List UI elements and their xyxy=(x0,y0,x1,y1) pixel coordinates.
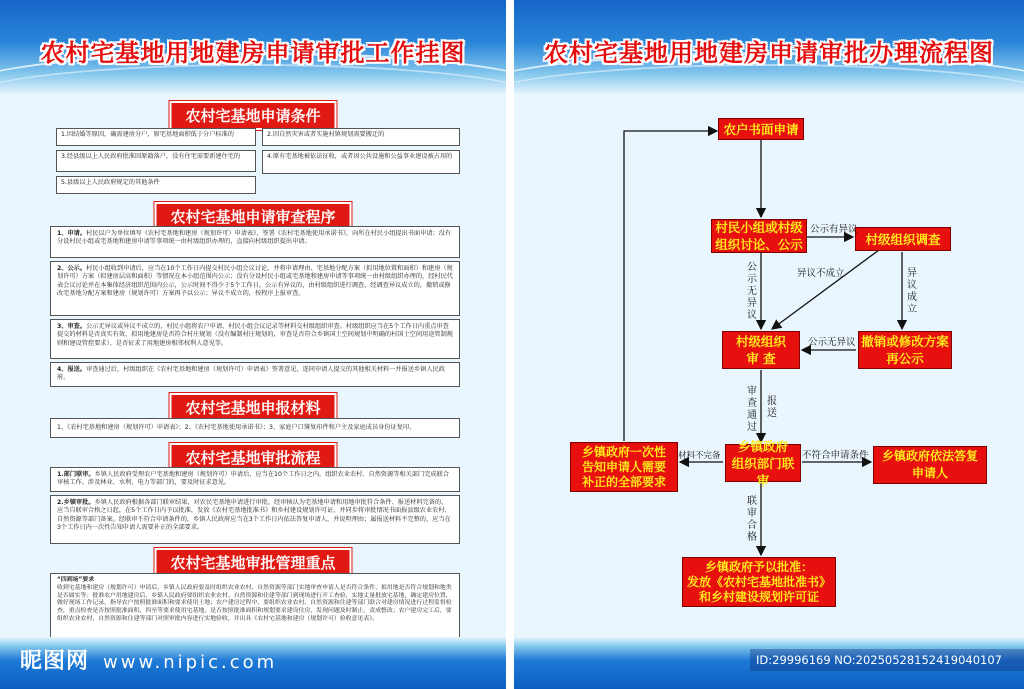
flow-box-line: 申请人 xyxy=(911,466,948,480)
flow-label-joint-passed: 联审合格 xyxy=(747,496,757,543)
flow-box-line: 告知申请人需要 xyxy=(581,459,666,474)
flow-box-investigate: 村级组织调查 xyxy=(855,227,951,251)
materials-list: 1、《农村宅基地和建房（规划许可）申请表》；2、《农村宅基地使用承诺书》；3、家庭户口簿复印件和户主及家庭成员身份证复印。 xyxy=(50,418,460,438)
flow-label-objection: 公示有异议 xyxy=(810,224,858,235)
flow-label-objection-upheld: 异议成立 xyxy=(907,268,917,315)
approval-step-body: 乡镇人民政府根据各部门联审结果，对农民宅基地申请进行审批，经审核认为宅基地申请和用地审批符合条件、报送材料完备的，应当自联审合格之日起，在5个工作日内予以批准，发放《农村宅基地批准书》和乡村建设规划许可证，并同步将审批情况书面报县级农业农村、自然资源等部门备案。经联审不符合申请条件的，乡镇人民政府应当在3个工作日内依法答复申请人，并说明理由；属报送材料不完整的，应当在3个工作日内一次性告知申请人需要补正的全部要求。 xyxy=(57,499,451,532)
flow-box-line: 村级组织 xyxy=(735,334,786,349)
review-step-body: 公示无异议或异议不成立的，村民小组将农户申请、村民小组会议记录等材料交村级组织审查。村级组织应当在5个工作日内重点审查提交的材料是否真实有效、拟用地建房是否符合村庄规划（没有编制村庄规划的，审查是否符合乡镇国土空间规划中明确的村国土空间用途管制规则和建设管控要求）、是否征求了用地建房相邻权利人意见等。 xyxy=(57,323,453,347)
review-step-head: 1、申请。 xyxy=(57,230,87,237)
flow-label-no-objection-2: 公示无异议 xyxy=(808,337,856,348)
flow-box-notify xyxy=(570,442,678,492)
approval-step xyxy=(50,467,460,492)
left-poster xyxy=(0,0,506,689)
arrow-notify-back-to-apply xyxy=(624,131,717,441)
approval-step-body: 乡镇人民政府受理农户宅基地和建房（规划许可）申请后，应当在10个工作日之内，组织农业农村、自然资源等相关部门完成联合审核工作。涉及林业、水利、电力等部门的，要及时征求意见。 xyxy=(57,471,449,487)
review-step-head: 4、报送。 xyxy=(57,366,87,373)
flow-box-apply: 农户书面申请 xyxy=(718,118,804,140)
flow-box-line: 再公示 xyxy=(886,351,924,366)
watermark-site: www.nipic.com xyxy=(103,652,278,673)
flow-box-line: 乡镇政府一次性 xyxy=(581,444,666,459)
flow-label-incomplete: 材料不完备 xyxy=(678,451,721,461)
management-points xyxy=(50,573,460,639)
flow-label-no-objection: 公示无异议 xyxy=(747,262,757,321)
condition-item: 1.因结婚等原因，确需建房分户，原宅基地面积低于分户标准的 xyxy=(56,128,256,146)
flow-box-line: 组织讨论、公示 xyxy=(715,237,803,252)
flow-label-objection-rejected: 异议不成立 xyxy=(797,268,845,279)
management-head: “四到场”要求 xyxy=(57,577,95,583)
right-title: 农村宅基地用地建房申请审批办理流程图 xyxy=(544,39,994,67)
flow-box-review xyxy=(722,331,800,369)
flow-box-revise xyxy=(858,331,952,369)
review-step-body: 村民小组收到申请后，应当在10个工作日内提交村民小组会议讨论，并将申请理由、宅基地分配方案（拟用地位置和面积）和建房（规划许可）方案（拟建房层高和面积）等情况在本小组范围内公示；没有分设村民小组或宅基地和建房申请等事项统一由村级组织办理的，经村民代表会议讨论并在本集体经济组织范围内公示，公示时间不得少于5个工作日。公示有异议的，由村级组织进行调查，经调查异议成立的，撤销或修改宅基地分配方案和建房（规划许可）方案再予以公示；异议不成立的，按程序上报审查。 xyxy=(57,265,453,298)
flow-box-joint-review xyxy=(725,438,801,488)
review-step-head: 3、审查。 xyxy=(57,323,87,330)
condition-item: 2.因自然灾害或者实施村镇规划需要搬迁的 xyxy=(262,128,460,146)
flow-box-line: 组织部门联审 xyxy=(731,455,795,488)
watermark-logo-text: 昵图网 xyxy=(20,649,90,674)
review-step-body: 村民以户为单位填写《农村宅基地和建房（规划许可）申请表》，签署《农村宅基地使用承诺书》，向所在村民小组提出书面申请；没有分设村民小组或宅基地和建房申请等事项统一由村级组织办理的，直接向村级组织提出申请。 xyxy=(57,230,452,246)
flow-box-reply xyxy=(873,446,987,484)
right-poster xyxy=(514,0,1024,689)
flow-box-line: 补正的全部要求 xyxy=(581,474,666,489)
review-step xyxy=(50,261,460,316)
section-title-review: 农村宅基地申请审查程序 xyxy=(154,202,351,231)
flow-box-approve xyxy=(682,557,836,607)
image-id-bar: ID:29996169 NO:20250528152419040107 xyxy=(750,649,1024,671)
management-body: 收到宅基地和建房（规划许可）申请后，乡镇人民政府要及时组织农业农村、自然资源等部门实地审查申请人是否符合条件、拟用地是否符合规划和地类是否属实等；批准农户用地建房后，乡镇人民政府要组织农业农村、自然资源和住建等部门到现场进行开工查验，实地丈量批放宅基地，确定建房位置，做好现场工作记录，指导农户按照批准面积和要求使用土地；农户建房过程中，要组织农业农村、自然资源和住建等部门联合对建房情况进行过程监督检查，重点检查是否按照批准面积、四至等要求使用宅基地，是否按照批准面积和规划要求建设住房，发现问题及时制止，责成整改；农户建房完工后，要组织农业农村、自然资源和住建等部门对照审批内容进行实地验收，并出具《农村宅基地和建房（规划许可）验收意见表》。 xyxy=(57,584,452,622)
flow-label-review-passed: 审查通过 xyxy=(747,386,757,433)
flow-box-line: 村民小组或村级 xyxy=(715,220,803,235)
review-step xyxy=(50,362,460,387)
flow-box-line: 和乡村建设规划许可证 xyxy=(698,589,819,604)
approval-step-head: 2.乡镇审批。 xyxy=(57,499,95,506)
section-title-conditions: 农村宅基地申请条件 xyxy=(169,101,336,130)
section-title-approval: 农村宅基地审批流程 xyxy=(169,443,336,472)
flow-box-line: 乡镇政府 xyxy=(737,438,788,454)
flow-label-not-meet: 不符合申请条件 xyxy=(802,450,869,461)
condition-item: 4.原有宅基地被依法征收，或者因公共设施和公益事业建设被占用的 xyxy=(262,150,460,174)
section-title-materials: 农村宅基地申报材料 xyxy=(169,393,336,422)
condition-item: 3.经县级以上人民政府批准回原籍落户，没有住宅需要新建住宅的 xyxy=(56,150,256,172)
approval-step xyxy=(50,495,460,544)
review-step xyxy=(50,226,460,258)
flow-box-line: 发放《农村宅基地批准书》 xyxy=(686,574,831,589)
watermark-logo xyxy=(20,644,277,675)
flow-box-line: 审 查 xyxy=(746,351,776,366)
review-step xyxy=(50,319,460,359)
left-title: 农村宅基地用地建房申请审批工作挂图 xyxy=(40,39,466,67)
approval-step-head: 1.部门联审。 xyxy=(57,471,95,478)
flow-label-report: 报送 xyxy=(767,396,777,419)
condition-item: 5.县级以上人民政府规定的其他条件 xyxy=(56,176,256,194)
flow-box-line: 乡镇政府依法答复 xyxy=(881,449,978,463)
review-step-body: 审查通过后，村级组织在《农村宅基地和建房（规划许可）申请表》签署意见，连同申请人提交的其他相关材料一并报送乡镇人民政府。 xyxy=(57,366,445,382)
review-step-head: 2、公示。 xyxy=(57,265,87,272)
flow-box-line: 乡镇政府予以批准： xyxy=(704,559,813,574)
flow-box-line: 撤销或修改方案 xyxy=(861,334,949,349)
flow-box-discuss xyxy=(711,219,807,253)
arrow-objection-rejected xyxy=(772,250,879,329)
section-title-management: 农村宅基地审批管理重点 xyxy=(154,548,351,577)
